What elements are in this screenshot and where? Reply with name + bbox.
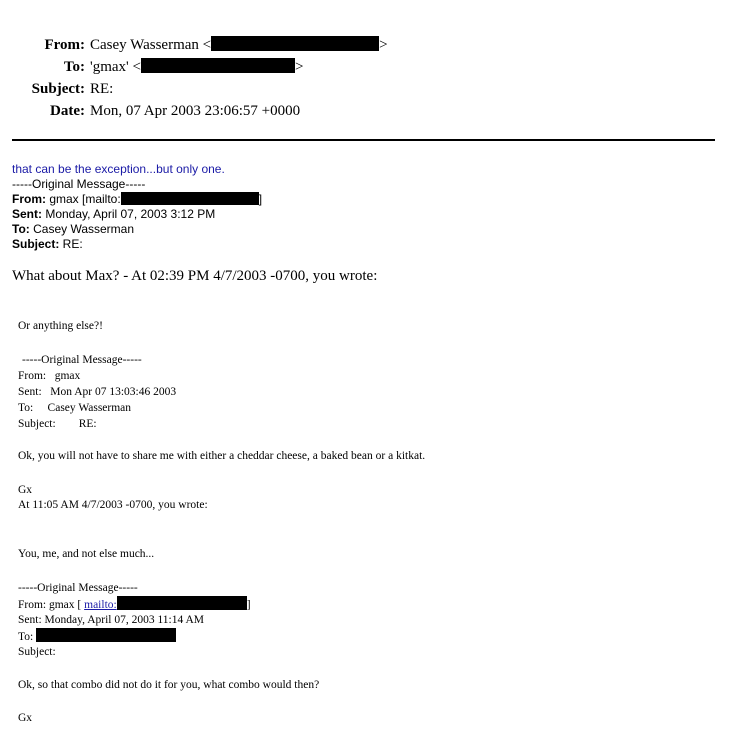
orig2-from: From: gmax (18, 370, 81, 382)
from-name: Casey Wasserman < (90, 37, 212, 53)
orig3-to (18, 628, 176, 645)
to-label: To: (63, 59, 85, 75)
redacted-block (36, 628, 176, 642)
to-value (90, 56, 303, 78)
date-label: Date: (50, 103, 85, 119)
reply-subject-value: RE: (59, 237, 83, 251)
reply-to-row (12, 222, 134, 237)
thread-line: Or anything else?! (18, 320, 103, 332)
redacted-block (141, 58, 295, 73)
reply-from-label: From: (12, 192, 46, 206)
attribution-line: At 11:05 AM 4/7/2003 -0700, you wrote: (18, 499, 208, 511)
orig2-to: To: Casey Wasserman (18, 402, 132, 414)
thread-body: Ok, you will not have to share me with either a cheddar cheese, a baked bean or a kitkat. (18, 450, 426, 462)
redacted-block (211, 36, 379, 51)
original-message-marker: -----Original Message----- (22, 354, 142, 366)
reply-sent-label: Sent: (12, 207, 42, 221)
reply-subject-label: Subject: (12, 237, 60, 251)
orig2-subject: Subject: RE: (18, 418, 97, 430)
gmax-message: What about Max? - At 02:39 PM 4/7/2003 -0700, you wrote: (12, 268, 378, 284)
thread-body: Ok, so that combo did not do it for you, what combo would then? (18, 679, 320, 691)
reply-from-value: gmax [mailto: (46, 192, 121, 206)
orig3-subject: Subject: (18, 646, 56, 658)
reply-message: that can be the exception...but only one. (12, 162, 225, 176)
redacted-block (117, 596, 247, 610)
reply-subject-row (12, 237, 83, 252)
header-subject-row (0, 78, 731, 100)
orig3-from (18, 596, 251, 613)
mailto-link[interactable]: mailto: (84, 599, 117, 611)
from-close: > (379, 37, 388, 53)
original-message-marker: -----Original Message----- (18, 582, 138, 594)
signature: Gx (18, 712, 33, 724)
orig2-sent: Sent: Mon Apr 07 13:03:46 2003 (18, 386, 177, 398)
reply-sent-value: Monday, April 07, 2003 3:12 PM (42, 207, 216, 221)
orig3-from-close: ] (246, 599, 251, 611)
orig3-to-label: To: (18, 631, 34, 643)
original-message-marker: -----Original Message----- (12, 177, 146, 191)
to-name: 'gmax' < (90, 59, 141, 75)
subject-label: Subject: (31, 81, 85, 97)
header-from-row (0, 34, 731, 56)
reply-to-label: To: (12, 222, 30, 236)
date-value: Mon, 07 Apr 2003 23:06:57 +0000 (90, 103, 301, 119)
from-label: From: (44, 37, 85, 53)
redacted-block (121, 192, 259, 205)
header-divider (12, 139, 715, 141)
header-date-row (0, 100, 731, 122)
reply-from-row (12, 192, 262, 207)
to-close: > (294, 59, 304, 75)
header-to-row (0, 56, 731, 78)
reply-sent-row (12, 207, 215, 222)
thread-line: You, me, and not else much... (18, 548, 155, 560)
reply-from-close: ] (258, 192, 263, 206)
reply-to-value: Casey Wasserman (29, 222, 135, 236)
orig3-from-prefix: From: gmax [ (18, 599, 85, 611)
from-value (90, 34, 388, 56)
orig3-sent: Sent: Monday, April 07, 2003 11:14 AM (18, 614, 205, 626)
signature: Gx (18, 484, 33, 496)
subject-value: RE: (90, 81, 114, 97)
